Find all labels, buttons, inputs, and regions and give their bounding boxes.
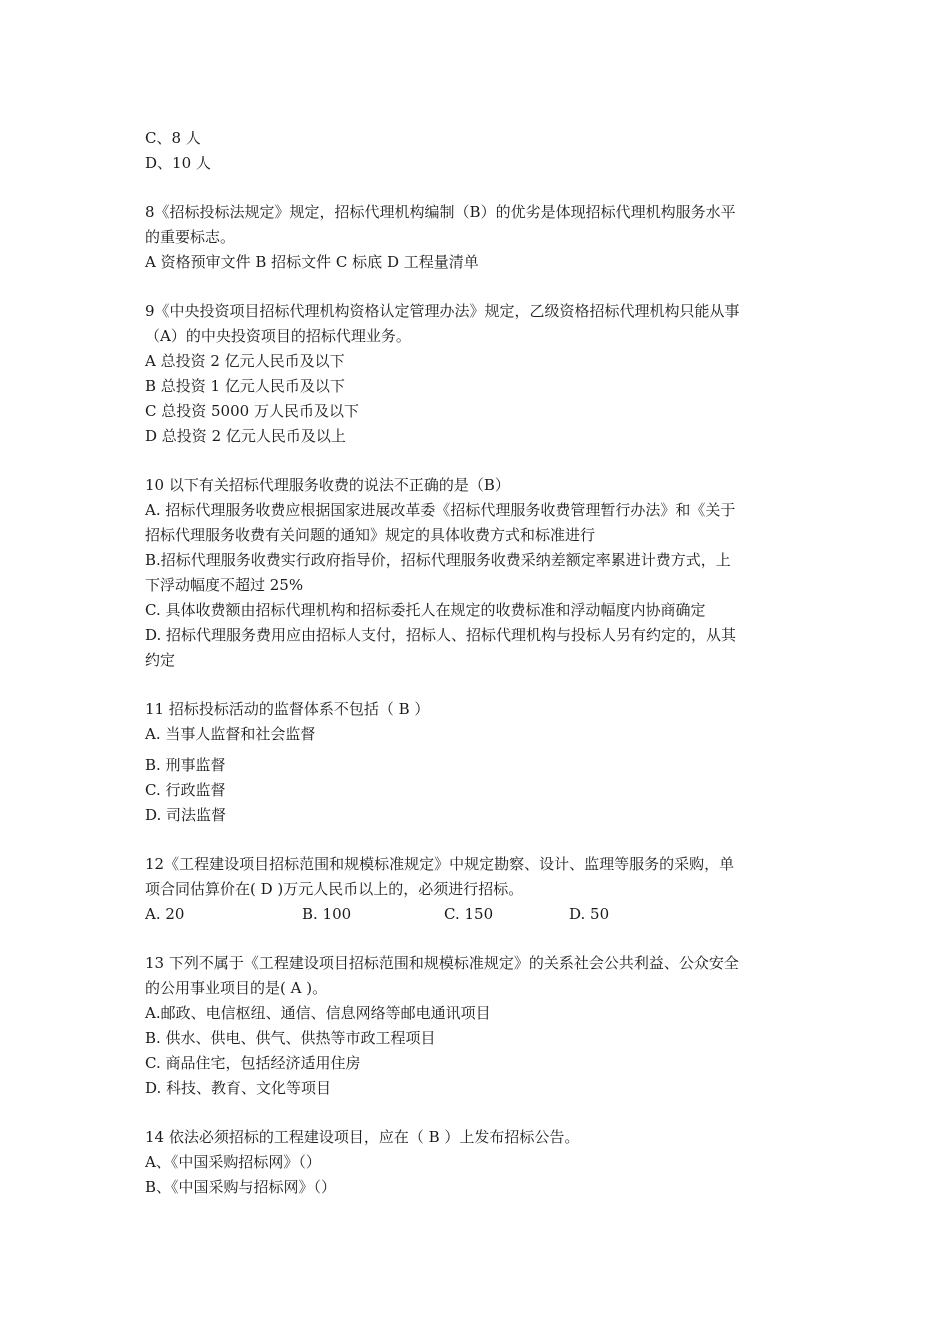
option-b: B. 100: [302, 905, 352, 923]
option-b: B. 刑事监督: [145, 756, 226, 774]
question-11: [145, 697, 810, 828]
option-d: D 总投资 2 亿元人民币及以上: [145, 427, 346, 445]
question-text: 14 依法必须招标的工程建设项目，应在（ B ）上发布招标公告。: [145, 1128, 580, 1146]
question-text: 13 下列不属于《工程建设项目招标范围和规模标准规定》的关系社会公共利益、公众安全: [145, 954, 739, 972]
question-12: [145, 852, 810, 927]
question-text: 的重要标志。: [145, 228, 236, 246]
option-c: C、8 人: [145, 129, 201, 147]
option-d: D. 司法监督: [145, 806, 227, 824]
question-7-tail: [145, 126, 810, 176]
question-text: 的公用事业项目的是( A )。: [145, 979, 328, 997]
option-d: D. 招标代理服务费用应由招标人支付，招标人、招标代理机构与投标人另有约定的，从其: [145, 626, 737, 644]
question-9: [145, 299, 810, 449]
question-13: [145, 951, 810, 1101]
question-text: 10 以下有关招标代理服务收费的说法不正确的是（B）: [145, 476, 510, 494]
question-text: 12《工程建设项目招标范围和规模标准规定》中规定勘察、设计、监理等服务的采购，单: [145, 855, 735, 873]
option-b: B. 供水、供电、供气、供热等市政工程项目: [145, 1029, 436, 1047]
option-c: C. 行政监督: [145, 781, 226, 799]
option-b: B、《中国采购与招标网》（）: [145, 1178, 337, 1196]
option-c: C. 150: [444, 905, 494, 923]
option-d: D. 科技、教育、文化等项目: [145, 1079, 332, 1097]
option-a: A. 20: [145, 905, 185, 923]
option-b: B 总投资 1 亿元人民币及以下: [145, 377, 345, 395]
option-a: A 总投资 2 亿元人民币及以下: [145, 352, 345, 370]
question-8: [145, 200, 810, 275]
option-b: B.招标代理服务收费实行政府指导价，招标代理服务收费采纳差额定率累进计费方式，上: [145, 551, 731, 569]
question-text: 8《招标投标法规定》规定，招标代理机构编制（B）的优劣是体现招标代理机构服务水平: [145, 203, 736, 221]
option-a-cont: 招标代理服务收费有关问题的通知》规定的具体收费方式和标准进行: [145, 526, 596, 544]
option-a: A.邮政、电信枢纽、通信、信息网络等邮电通讯项目: [145, 1004, 491, 1022]
option-b-cont: 下浮动幅度不超过 25%: [145, 576, 304, 594]
option-c: C. 具体收费额由招标代理机构和招标委托人在规定的收费标准和浮动幅度内协商确定: [145, 601, 706, 619]
option-c: C. 商品住宅，包括经济适用住房: [145, 1054, 361, 1072]
question-10: [145, 473, 810, 673]
option-d: D. 50: [569, 905, 610, 923]
option-a: A、《中国采购招标网》（）: [145, 1153, 321, 1171]
option-a: A. 招标代理服务收费应根据国家进展改革委《招标代理服务收费管理暂行办法》和《关于: [145, 501, 736, 519]
options-row: [145, 902, 810, 927]
option-d: D、10 人: [145, 154, 211, 172]
option-d-cont: 约定: [145, 651, 176, 669]
option-a: A. 当事人监督和社会监督: [145, 725, 316, 743]
options-line: A 资格预审文件 B 招标文件 C 标底 D 工程量清单: [145, 253, 479, 271]
question-text: （A）的中央投资项目的招标代理业务。: [145, 327, 411, 345]
question-text: 项合同估算价在( D )万元人民币以上的，必须进行招标。: [145, 880, 524, 898]
question-14: [145, 1125, 810, 1200]
question-text: 9《中央投资项目招标代理机构资格认定管理办法》规定，乙级资格招标代理机构只能从事: [145, 302, 740, 320]
option-c: C 总投资 5000 万人民币及以下: [145, 402, 359, 420]
question-text: 11 招标投标活动的监督体系不包括（ B ）: [145, 700, 430, 718]
page-content: [145, 126, 810, 1200]
